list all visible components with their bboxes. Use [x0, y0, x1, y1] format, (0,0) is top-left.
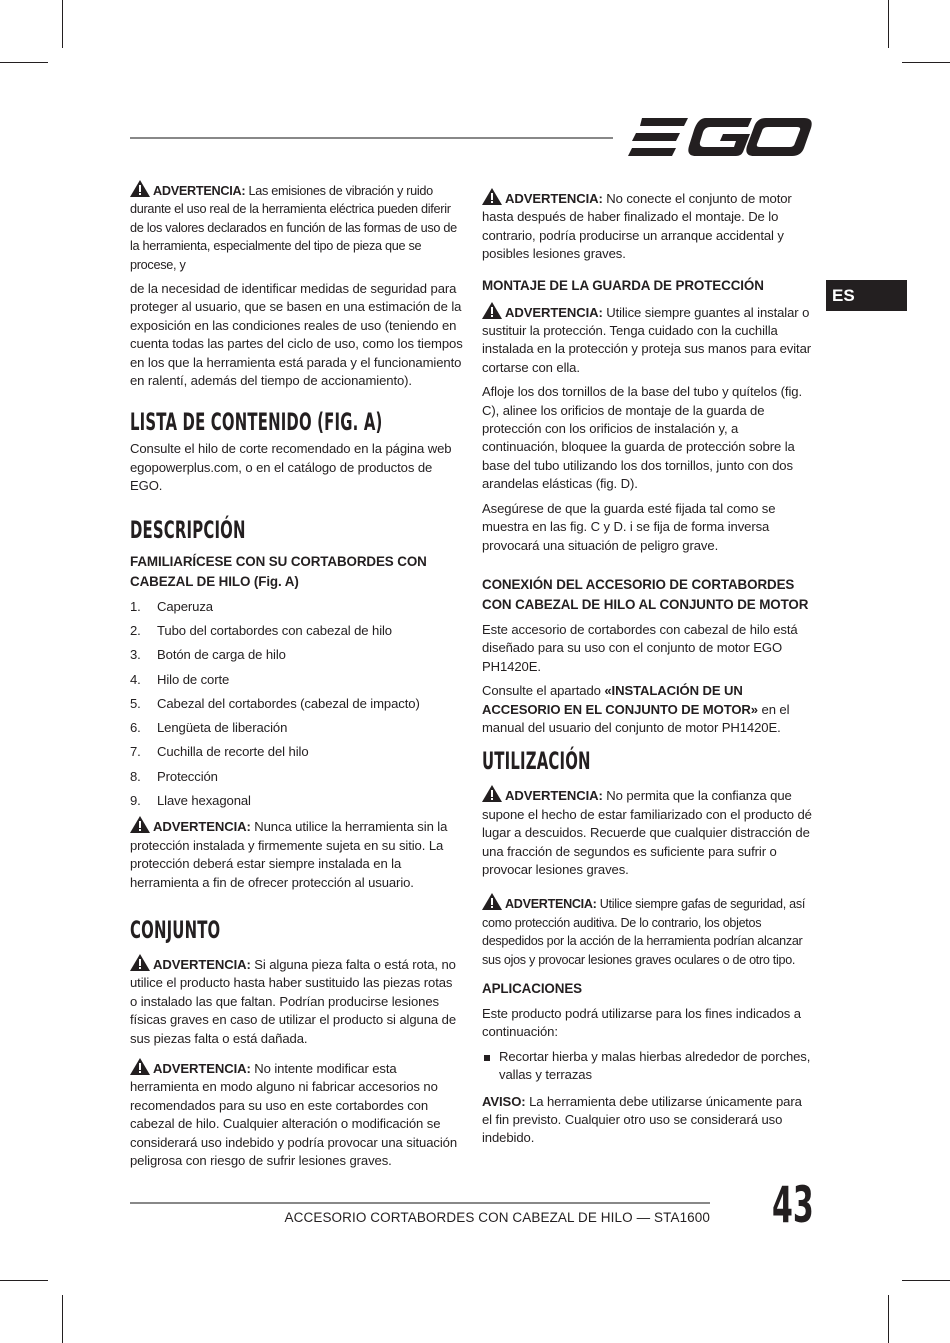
list-item: 9. Llave hexagonal	[130, 793, 251, 809]
contents-heading: LISTA DE CONTENIDO (FIG. A)	[130, 408, 383, 437]
list-item: Recortar hierba y malas hierbas alrededor de porches, vallas y terrazas	[482, 1048, 814, 1085]
list-item: 7. Cuchilla de recorte del hilo	[130, 744, 309, 760]
guard-caution: Asegúrese de que la guarda esté fijada tal como se muestra en las fig. C y D. i se fija de forma inversa provocará una situación de peligro grave.	[482, 500, 776, 553]
list-item: 2. Tubo del cortabordes con cabezal de hilo	[130, 622, 392, 638]
list-item: 4. Hilo de corte	[130, 671, 230, 687]
warning-icon	[482, 785, 502, 802]
connection-heading: CONEXIÓN DEL ACCESORIO DE CORTABORDES CON CABEZAL DE HILO AL CONJUNTO DE MOTOR	[482, 576, 809, 612]
warning-icon	[130, 1058, 150, 1075]
connection-reference: Consulte el apartado «INSTALACIÓN DE UN ACCESORIO EN EL CONJUNTO DE MOTOR» en el manual del usuario del conjunto de motor PH1420E.	[482, 683, 790, 735]
warning-icon	[130, 816, 150, 833]
warning-familiarity: ADVERTENCIA: No permita que la confianza que supone el hecho de estar familiarizado con el producto dé lugar a descuidos. Recuerde que cualquier distracción de una fracción de segundos es suficiente para sufrir o provocar lesiones graves.	[482, 785, 814, 879]
crop-mark	[888, 1295, 889, 1343]
page-number: 43	[772, 1176, 814, 1234]
contents-text: Consulte el hilo de corte recomendado en la página web egopowerplus.com, o en el catálogo de productos de EGO.	[130, 441, 452, 494]
warning-vibration: ADVERTENCIA: Las emisiones de vibración y ruido durante el uso real de la herramienta eléctrica pueden diferir de los valores declarados en función de las formas de uso de la herramienta, especialmente del tipo de pieza que se procese, y	[130, 180, 463, 274]
parts-list	[130, 598, 463, 811]
applications-intro: Este producto podrá utilizarse para los fines indicados a continuación:	[482, 1006, 801, 1040]
list-item: 5. Cabezal del cortabordes (cabezal de impacto)	[130, 695, 420, 711]
crop-mark	[902, 1280, 950, 1281]
list-item: 3. Botón de carga de hilo	[130, 647, 286, 663]
warning-icon	[482, 302, 502, 319]
right-column	[482, 188, 814, 1154]
warning-icon	[482, 893, 502, 910]
footer-rule	[130, 1202, 710, 1204]
warning-no-modifications: ADVERTENCIA: No intente modificar esta herramienta en modo alguno ni fabricar accesorios no recomendados para su uso en este cortabordes con cabezal de hilo. Cualquier alteración o modificación se considerará uso indebido y podría provocar una situación peligrosa con riesgo de sufrir lesiones graves.	[130, 1058, 463, 1170]
crop-mark	[0, 62, 48, 63]
guard-instructions: Afloje los dos tornillos de la base del tubo y quítelos (fig. C), alinee los orificios de montaje de la guarda de protección con los orificios de instalación y, a continuación, bloquee la guarda de protección sobre la base del tubo utilizando los dos tornillos, junto con dos arandelas elásticas (fig. D).	[482, 384, 802, 492]
warning-gloves: ADVERTENCIA: Utilice siempre guantes al instalar o sustituir la protección. Tenga cuidado con la cuchilla instalada en la protección y proteja sus manos para evitar cortarse con ella.	[482, 302, 814, 378]
applications-heading: APLICACIONES	[482, 981, 582, 996]
list-item: 6. Lengüeta de liberación	[130, 720, 288, 736]
guard-heading: MONTAJE DE LA GUARDA DE PROTECCIÓN	[482, 277, 764, 293]
header-rule	[130, 137, 613, 139]
footer-title: ACCESORIO CORTABORDES CON CABEZAL DE HILO — STA1600	[284, 1210, 710, 1225]
ego-logo	[628, 116, 812, 158]
left-column	[130, 180, 463, 1176]
warning-safety-glasses: ADVERTENCIA: Utilice siempre gafas de seguridad, así como protección auditiva. De lo contrario, los objetos despedidos por la acción de la herramienta podrían alcanzar sus ojos y provocar lesiones graves oculares o de otro tipo.	[482, 893, 814, 969]
notice: AVISO: La herramienta debe utilizarse únicamente para el fin previsto. Cualquier otro uso se considerará uso indebido.	[482, 1093, 802, 1146]
applications-list	[482, 1048, 814, 1085]
assembly-heading: CONJUNTO	[130, 915, 221, 944]
description-subheading: FAMILIARÍCESE CON SU CORTABORDES CON CABEZAL DE HILO (Fig. A)	[130, 553, 427, 589]
list-item: 8. Protección	[130, 768, 218, 784]
warning-missing-parts: ADVERTENCIA: Si alguna pieza falta o está rota, no utilice el producto hasta haber sustituido las piezas rotas o instalado las que faltan. Podrían producirse lesiones físicas graves en caso de utilizar el producto si alguna de sus piezas falta o está dañada.	[130, 954, 463, 1048]
crop-mark	[0, 1280, 48, 1281]
list-item: 1. Caperuza	[130, 598, 213, 614]
bullet-icon	[484, 1055, 490, 1061]
connection-text: Este accesorio de cortabordes con cabezal de hilo está diseñado para su uso con el conjunto de motor EGO PH1420E.	[482, 621, 798, 674]
crop-mark	[902, 62, 950, 63]
warning-icon	[130, 954, 150, 971]
description-heading: DESCRIPCIÓN	[130, 515, 246, 544]
warning-guard-required: ADVERTENCIA: Nunca utilice la herramienta sin la protección instalada y firmemente sujeta en su sitio. La protección deberá estar siempre instalada en la herramienta a fin de ofrecer protección al usuario.	[130, 816, 463, 892]
language-tab: ES	[826, 280, 907, 311]
warning-icon	[130, 180, 150, 197]
crop-mark	[62, 1295, 63, 1343]
warning-vibration-continued: de la necesidad de identificar medidas de seguridad para proteger al usuario, que se basen en una estimación de la exposición en las condiciones reales de uso (teniendo en cuenta todas las partes del ciclo de uso, como los tiempos en los que la herramienta está parada y el funcionamiento en ralentí, además del tiempo de accionamiento).	[130, 281, 463, 389]
crop-mark	[888, 0, 889, 48]
crop-mark	[62, 0, 63, 48]
usage-heading: UTILIZACIÓN	[482, 747, 591, 776]
warning-motor: ADVERTENCIA: No conecte el conjunto de motor hasta después de haber finalizado el montaje. De lo contrario, podría producirse un arranque accidental y posibles lesiones graves.	[482, 188, 814, 264]
warning-icon	[482, 188, 502, 205]
